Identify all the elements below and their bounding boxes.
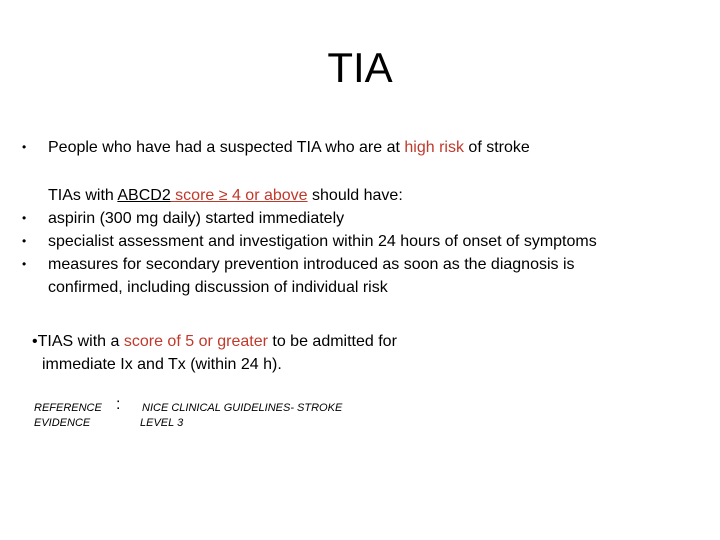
reference-label: REFERENCE bbox=[34, 402, 102, 414]
abcd2-suffix: should have: bbox=[307, 187, 403, 204]
list-item: measures for secondary prevention introduced as soon as the diagnosis is bbox=[48, 256, 575, 273]
admission-line bbox=[32, 330, 397, 353]
intro-text: People who have had a suspected TIA who are at bbox=[48, 139, 405, 156]
intro-text-end: of stroke bbox=[463, 139, 530, 156]
abcd2-heading bbox=[48, 184, 403, 207]
evidence-value: LEVEL 3 bbox=[140, 417, 184, 429]
reference-colon: : bbox=[116, 396, 121, 413]
intro-highlight: high risk bbox=[404, 139, 464, 156]
list-item: specialist assessment and investigation within 24 hours of onset of symptoms bbox=[48, 233, 597, 250]
bullet: • bbox=[22, 257, 27, 271]
bullet: • bbox=[22, 234, 27, 248]
abcd2-score-text: score ≥ 4 or above bbox=[170, 187, 308, 204]
list-item: aspirin (300 mg daily) started immediately bbox=[48, 210, 345, 227]
abcd2-prefix: TIAs with bbox=[48, 187, 118, 204]
reference-value: NICE CLINICAL GUIDELINES- STROKE bbox=[142, 402, 343, 414]
admission-line-2: immediate Ix and Tx (within 24 h). bbox=[42, 356, 282, 373]
abcd2-score-label: ABCD2 bbox=[117, 187, 171, 204]
bullet: • bbox=[22, 140, 27, 154]
intro-line bbox=[48, 136, 530, 159]
list-item-continuation: confirmed, including discussion of individual risk bbox=[48, 279, 388, 296]
admission-suffix: to be admitted for bbox=[267, 333, 397, 350]
admission-highlight: score of 5 or greater bbox=[123, 333, 268, 350]
evidence-label: EVIDENCE bbox=[34, 417, 91, 429]
slide-title: TIA bbox=[327, 44, 393, 91]
admission-prefix: •TIAS with a bbox=[32, 333, 124, 350]
bullet: • bbox=[22, 211, 27, 225]
